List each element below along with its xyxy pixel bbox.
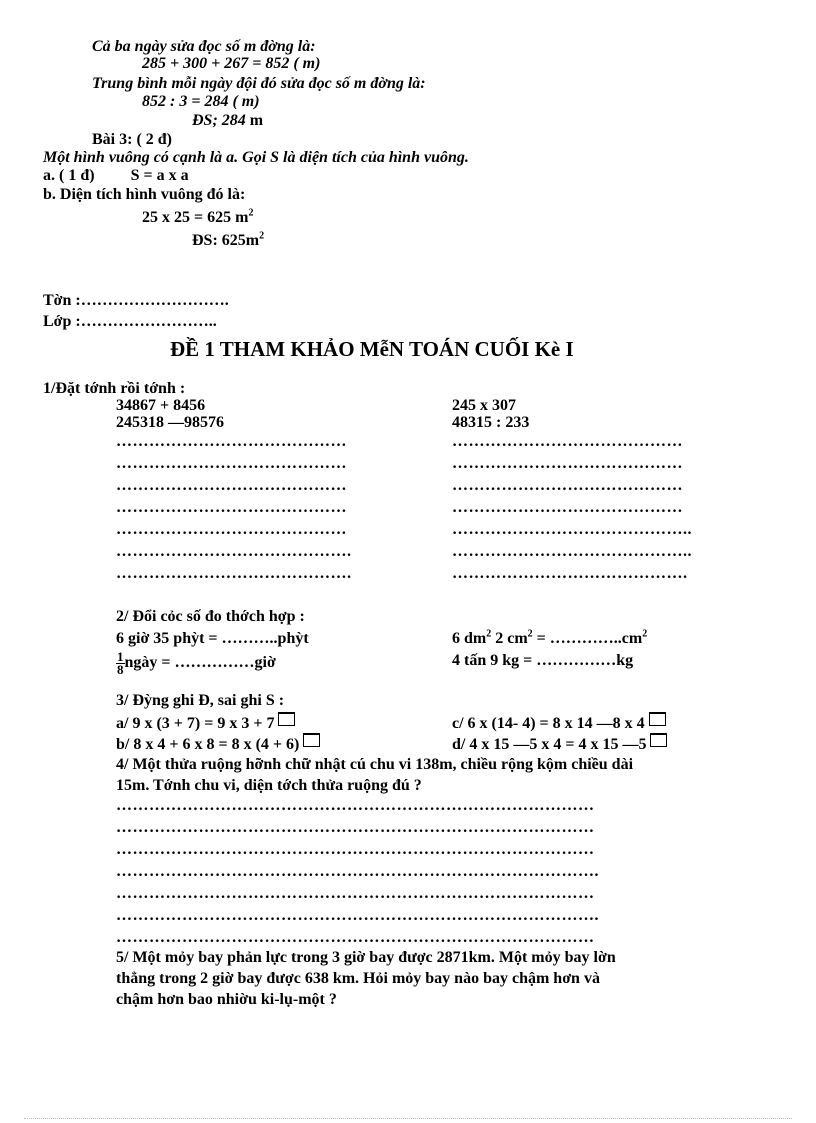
- conversion-item: $\frac{1}{8}$ ngày = ……………giờ: [117, 648, 276, 677]
- answer-dots: ……………………………………………………………………………: [116, 819, 595, 836]
- question-4-text: 4/ Một thửa ruộng hỡnh chữ nhật cú chu vi 138m, chiều rộng kộm chiều dài: [116, 756, 634, 773]
- name-field: Tờn :……………………….: [43, 292, 229, 309]
- answer-dots: ……………………………………: [116, 499, 347, 516]
- answer-dots: ……………………………………: [452, 499, 683, 516]
- answer-line: a. ( 1 đ) S = a x a: [43, 167, 189, 184]
- answer-line: Cả ba ngày sửa đọc số m đờng là:: [92, 38, 316, 55]
- answer-dots: ……………………………………………………………………………: [116, 841, 595, 858]
- true-false-item: b/ 8 x 4 + 6 x 8 = 8 x (4 + 6): [116, 733, 320, 754]
- page-title: ĐỀ 1 THAM KHẢO MễN TOÁN CUỐI Kè I: [170, 337, 574, 361]
- problem-text: Một hình vuông có cạnh là a. Gọi S là diện tích của hình vuông.: [43, 149, 469, 166]
- answer-result: ĐS: $625m^2$: [192, 230, 265, 249]
- answer-dots: …………………………………….: [116, 543, 352, 560]
- true-false-item: c/ 6 x (14- 4) = 8 x 14 —8 x 4: [452, 712, 666, 733]
- answer-dots: ……………………………………………………………………………: [116, 885, 595, 902]
- question-5-text: thẳng trong 2 giờ bay được 638 km. Hỏi mỏy bay nào bay chậm hơn và: [116, 970, 600, 987]
- calc-item: 48315 : 233: [452, 414, 530, 431]
- question-3-label: 3/ Đỳng ghi Đ, sai ghi S :: [116, 692, 285, 709]
- answer-dots: ……………………………………: [452, 477, 683, 494]
- class-field: Lớp :……………………..: [43, 313, 217, 330]
- page-edge: [24, 1118, 792, 1119]
- answer-checkbox[interactable]: [303, 733, 320, 747]
- answer-dots: ……………………………………..: [452, 543, 692, 560]
- answer-checkbox[interactable]: [278, 712, 295, 726]
- answer-calc: 25 x 25 = 625 $m^2$: [142, 207, 254, 226]
- answer-dots: ……………………………………: [116, 521, 347, 538]
- answer-dots: …………………………………………………………………………….: [116, 907, 599, 924]
- answer-calc: 285 + 300 + 267 = 852 ( m): [142, 55, 321, 72]
- answer-dots: ……………………………………..: [452, 521, 692, 538]
- answer-dots: ……………………………………: [452, 455, 683, 472]
- section-heading: Bài 3: ( 2 đ): [92, 131, 172, 148]
- question-5-text: 5/ Một mỏy bay phản lực trong 3 giờ bay được 2871km. Một mỏy bay lờn: [116, 949, 616, 966]
- answer-line: Trung bình mỗi ngày đội đó sửa đọc số m đờng là:: [92, 75, 426, 92]
- question-5-text: chậm hơn bao nhiờu ki-lụ-một ?: [116, 991, 337, 1008]
- answer-dots: ……………………………………: [116, 433, 347, 450]
- answer-checkbox[interactable]: [649, 712, 666, 726]
- answer-dots: ……………………………………: [452, 433, 683, 450]
- conversion-item: 6 giờ 35 phỳt = ………..phỳt: [116, 630, 309, 647]
- true-false-item: d/ 4 x 15 —5 x 4 = 4 x 15 —5: [452, 733, 667, 754]
- question-1-label: 1/Đặt tớnh rồi tớnh :: [43, 380, 186, 397]
- calc-item: 245318 —98576: [116, 414, 224, 431]
- answer-dots: …………………………………………………………………………….: [116, 863, 599, 880]
- answer-dots: …………………………………….: [116, 565, 352, 582]
- answer-calc: 852 : 3 = 284 ( m): [142, 93, 260, 110]
- conversion-item: 4 tấn 9 kg = ……………kg: [452, 652, 634, 669]
- answer-checkbox[interactable]: [650, 733, 667, 747]
- answer-dots: ……………………………………………………………………………: [116, 797, 595, 814]
- answer-dots: ……………………………………: [116, 477, 347, 494]
- answer-line: b. Diện tích hình vuông đó là:: [43, 186, 246, 203]
- answer-result: ĐS; 284 m: [192, 112, 264, 129]
- answer-dots: ……………………………………: [116, 455, 347, 472]
- calc-item: 34867 + 8456: [116, 397, 206, 414]
- answer-dots: ……………………………………………………………………………: [116, 929, 595, 946]
- question-4-text: 15m. Tớnh chu vi, diện tớch thửa ruộng đú ?: [116, 777, 422, 794]
- conversion-item: 6 $dm^2$ 2 $cm^2$ = $\dots\dots\dots\dots..cm^2$: [452, 628, 648, 647]
- calc-item: 245 x 307: [452, 397, 516, 414]
- fraction: $\frac{1}{8}$: [117, 648, 124, 677]
- question-2-label: 2/ Đổi cỏc số đo thớch hợp :: [116, 608, 305, 625]
- answer-dots: …………………………………….: [452, 565, 688, 582]
- true-false-item: a/ 9 x (3 + 7) = 9 x 3 + 7: [116, 712, 295, 733]
